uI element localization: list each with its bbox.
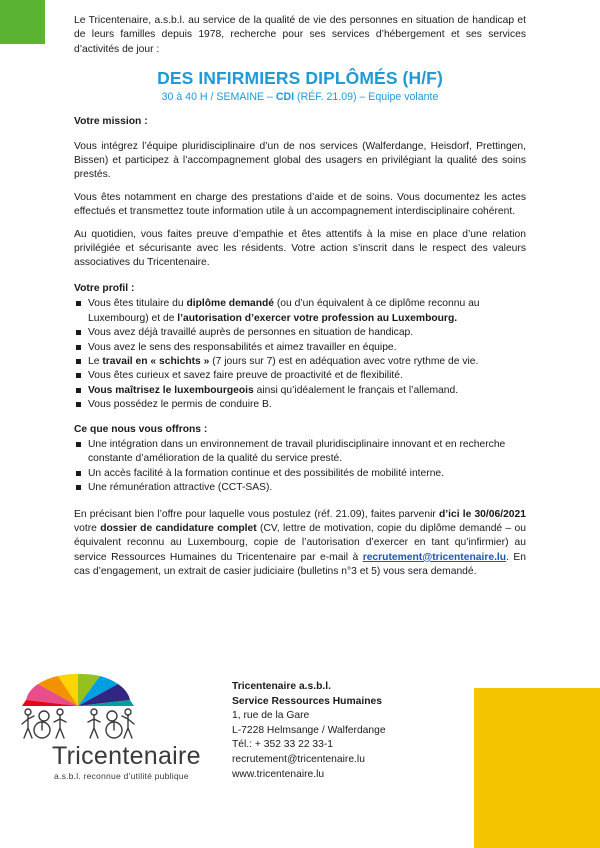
- contact-org: Tricentenaire a.s.b.l.: [232, 681, 332, 692]
- profile-item: Vous êtes titulaire du diplôme demandé (ou d’un équivalent à ce diplôme reconnu au Luxembourg) et de l’autorisation d’exercer votre profession au Luxembourg.: [74, 297, 526, 326]
- profile-item: Vous avez déjà travaillé auprès de personnes en situation de handicap.: [74, 326, 526, 340]
- logo-tagline: a.s.b.l. reconnue d’utilité publique: [54, 771, 189, 781]
- bullet-square-icon: [76, 373, 81, 378]
- bullet-square-icon: [76, 471, 81, 476]
- bullet-square-icon: [76, 442, 81, 447]
- contact-phone: Tél.: + 352 33 22 33-1: [232, 739, 334, 751]
- contact-address-line: L-7228 Helmsange / Walferdange: [232, 724, 386, 736]
- job-title: DES INFIRMIERS DIPLÔMÉS (H/F): [157, 68, 443, 89]
- contact-email[interactable]: recrutement@tricentenaire.lu: [232, 753, 365, 765]
- subtitle-hours: 30 à 40 H / SEMAINE –: [161, 91, 276, 104]
- profile-item: Vous possédez le permis de conduire B.: [74, 398, 526, 412]
- bullet-square-icon: [76, 388, 81, 393]
- contact-address-line: 1, rue de la Gare: [232, 710, 310, 722]
- deadline: d’ici le 30/06/2021: [438, 508, 526, 520]
- offer-item: Une rémunération attractive (CCT-SAS).: [74, 481, 526, 495]
- logo-name: Tricentenaire: [52, 742, 201, 770]
- profile-item: Vous maîtrisez le luxembourgeois ainsi qu’idéalement le français et l’allemand.: [74, 384, 526, 398]
- bullet-square-icon: [76, 301, 81, 306]
- bullet-square-icon: [76, 402, 81, 407]
- bullet-square-icon: [76, 330, 81, 335]
- profile-heading: Votre profil :: [74, 282, 135, 294]
- bullet-square-icon: [76, 345, 81, 350]
- subtitle-contract: CDI: [275, 91, 295, 104]
- profile-item: Vous êtes curieux et savez faire preuve de proactivité et de flexibilité.: [74, 369, 526, 383]
- contact-block: [232, 680, 386, 782]
- contact-department: Service Ressources Humaines: [232, 695, 382, 707]
- email-link[interactable]: recrutement@tricentenaire.lu: [362, 551, 507, 563]
- job-posting: [74, 14, 526, 580]
- mission-paragraph: Vous êtes notamment en charge des prestations d’aide et de soins. Vous documentez les actes effectués et transmettez toute information utile à un accompagnement interdisciplinaire cohérent.: [74, 191, 526, 218]
- mission-paragraph: Vous intégrez l’équipe pluridisciplinaire d’un de nos services (Walferdange, Heisdorf, Prettingen, Bissen) et participez à l’accompagnement global des usagers en privilégiant la qualité des soins prestés.: [74, 140, 526, 181]
- bullet-square-icon: [76, 359, 81, 364]
- offer-item: Un accès facilité à la formation continue et des possibilités de mobilité interne.: [74, 467, 526, 481]
- umbrella-logo-icon: [18, 672, 138, 744]
- application-instructions: En précisant bien l’offre pour laquelle vous postulez (réf. 21.09), faites parvenir d’ici le 30/06/2021 votre dossier de candidature complet (CV, lettre de motivation, copie du diplôme demandé – ou équivalent reconnu au Luxembourg, copie de l’autorisation d’exercer en tant qu’infirmier) au service Ressources Humaines du Tricentenaire par e-mail à recrutement@tricentenaire.lu. En cas d’engagement, un extrait de casier judiciaire (bulletins n°3 et 5) vous sera demandé.: [74, 508, 527, 578]
- green-corner-square: [0, 0, 45, 44]
- intro-text: Le Tricentenaire, a.s.b.l. au service de la qualité de vie des personnes en situation de handicap et de leurs familles depuis 1978, recherche pour ses services d’hébergement et ses services d’activités de jour :: [74, 15, 526, 55]
- bullet-square-icon: [76, 485, 81, 490]
- offer-heading: Ce que nous vous offrons :: [74, 423, 208, 435]
- profile-item: Vous avez le sens des responsabilités et aimez travailler en équipe.: [74, 341, 526, 355]
- yellow-corner-square: [474, 688, 600, 848]
- mission-paragraph: Au quotidien, vous faites preuve d’empathie et êtes attentifs à la mise en place d’une relation privilégiée et sécurisante avec les résidents. Votre action s’inscrit dans le respect des valeurs associatives du Tricentenaire.: [74, 228, 526, 269]
- mission-heading: Votre mission :: [74, 116, 148, 128]
- profile-item: Le travail en « schichts » (7 jours sur 7) est en adéquation avec votre rythme de vie.: [74, 355, 526, 369]
- profile-list: [74, 297, 526, 412]
- offer-list: [74, 438, 526, 496]
- offer-item: Une intégration dans un environnement de travail pluridisciplinaire innovant et en recherche constante d’amélioration de la qualité du service presté.: [74, 438, 526, 467]
- subtitle-ref: (RÉF. 21.09) – Equipe volante: [294, 91, 439, 104]
- job-subtitle: [74, 90, 526, 104]
- contact-website[interactable]: www.tricentenaire.lu: [232, 768, 325, 780]
- tricentenaire-logo: [12, 670, 222, 790]
